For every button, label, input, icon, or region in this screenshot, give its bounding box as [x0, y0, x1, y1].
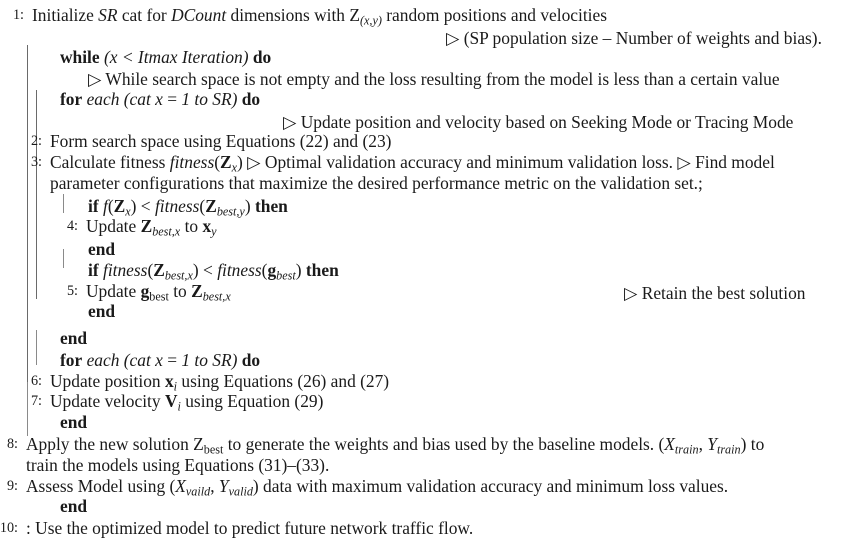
- l9-g-sub: best: [149, 288, 169, 303]
- for-eq-2: =: [162, 349, 182, 370]
- l12-V-sub: i: [177, 399, 181, 414]
- block-rule-level2-for-inner: [36, 330, 37, 365]
- line-2-text: Form search space using Equations (22) and (23): [50, 131, 392, 152]
- block-rule-level3-if-a: [63, 194, 64, 213]
- line-3-continued: parameter configurations that maximize the desired performance metric on the validation set.;: [50, 173, 703, 194]
- keyword-end-4: end: [60, 412, 88, 433]
- keyword-end-3: end: [60, 328, 88, 349]
- keyword-then-1: then: [255, 195, 288, 216]
- l1-subscript-xy: (x,y): [359, 13, 382, 28]
- line-10-text: : Use the optimized model to predict future network traffic flow.: [26, 518, 474, 538]
- line-number-9: 9:: [6, 477, 18, 494]
- for-each-1a: each (cat x: [86, 89, 163, 109]
- l9-Z: Z: [191, 280, 203, 301]
- if2-close2: ): [295, 259, 302, 280]
- line-number-1: 1:: [12, 6, 24, 23]
- l5-inline-comment: ▷ Optimal validation accuracy and minimum validation loss. ▷ Find model: [242, 152, 775, 173]
- l13-Y-sub: train: [716, 442, 741, 457]
- if1-Z: Z: [113, 195, 126, 216]
- line-number-6: 6:: [30, 372, 42, 389]
- if1-lt: <: [136, 195, 155, 216]
- l14-post: ) data with maximum validation accuracy and minimum loss values.: [252, 475, 729, 496]
- comment-retain-best-solution: ▷ Retain the best solution: [624, 282, 806, 303]
- keyword-then-2: then: [305, 259, 339, 280]
- if1-open2: (: [199, 195, 206, 216]
- line-4-text: [86, 218, 217, 238]
- keyword-do-2: do: [241, 89, 261, 109]
- l14-comma: ,: [210, 475, 219, 496]
- if2-Z: Z: [153, 259, 165, 280]
- line-number-8: 8:: [6, 435, 18, 452]
- line-number-5: 5:: [66, 282, 78, 299]
- l7-Z-sub: best,x: [152, 224, 181, 239]
- l5-fitness-fn: fitness: [169, 152, 215, 173]
- l12-pre: Update velocity: [50, 391, 165, 412]
- l1-pre: Initialize: [32, 4, 99, 25]
- l13-comma: ,: [698, 433, 708, 454]
- l11-x-sub: i: [173, 379, 178, 394]
- if2-close1: ): [192, 259, 199, 280]
- if1-Z2-sub: best,y: [216, 204, 245, 218]
- block-rule-outer-while: [27, 45, 28, 382]
- l9-pre: Update: [86, 280, 141, 301]
- l12-post: using Equation (29): [180, 391, 324, 412]
- for-statement-2: [60, 349, 261, 370]
- l9-g: g: [140, 280, 150, 301]
- l7-pre: Update: [86, 216, 141, 237]
- if-statement-1: [88, 195, 288, 218]
- line-7-text: [50, 393, 323, 413]
- l13-Z-sub: best: [203, 442, 224, 457]
- line-6-text: [50, 370, 390, 394]
- l1-post: random positions and velocities: [381, 4, 607, 25]
- l9-Z-sub: best,x: [202, 288, 231, 303]
- l1-mid2: dimensions with Z: [226, 4, 360, 25]
- l1-var-sr: SR: [98, 4, 118, 25]
- keyword-do-3: do: [241, 349, 261, 370]
- if1-fitness: fitness: [154, 195, 200, 216]
- if1-Z-sub: x: [125, 204, 131, 218]
- l14-Y-sub: valid: [228, 483, 253, 498]
- keyword-do-1: do: [252, 46, 272, 67]
- if1-f: f: [102, 195, 108, 216]
- keyword-while: while: [60, 46, 100, 67]
- line-number-2: 2:: [30, 133, 42, 150]
- keyword-if-1: if: [88, 195, 99, 216]
- l1-mid1: cat for: [117, 4, 172, 25]
- l13-mid: to generate the weights and bias used by the baseline models. (: [223, 433, 665, 454]
- line-8-continued: train the models using Equations (31)–(33).: [26, 454, 330, 475]
- keyword-end-1: end: [88, 238, 116, 259]
- if2-g: g: [267, 259, 277, 280]
- for-each-1b: 1 to SR): [181, 89, 238, 109]
- l7-x: x: [202, 216, 212, 237]
- l14-Y: Y: [218, 475, 229, 496]
- keyword-for-1: for: [60, 89, 83, 109]
- l5-open: (: [214, 152, 221, 173]
- block-rule-level3-if-b: [63, 249, 64, 268]
- l14-X: X: [175, 475, 186, 496]
- l13-pre: Apply the new solution Z: [26, 433, 204, 454]
- for-statement-1: [60, 91, 260, 108]
- l14-X-sub: vaild: [185, 483, 211, 498]
- l5-Z-sub: x: [231, 160, 238, 175]
- l13-post: ) to: [740, 433, 765, 454]
- l7-x-sub: y: [211, 224, 217, 239]
- for-each-2b: 1 to SR): [181, 349, 238, 370]
- l5-close: ): [237, 152, 243, 173]
- l13-X: X: [664, 433, 675, 454]
- l12-V: V: [164, 391, 178, 412]
- line-number-4: 4:: [66, 218, 78, 235]
- for-eq-1: =: [162, 89, 182, 109]
- keyword-end-5: end: [60, 496, 88, 517]
- l14-pre: Assess Model using (: [26, 475, 176, 496]
- l1-var-dcount: DCount: [171, 4, 227, 25]
- if2-g-sub: best: [276, 268, 296, 283]
- l5-Z: Z: [220, 152, 232, 173]
- if2-fitness1: fitness: [102, 259, 148, 280]
- if1-close2: ): [244, 195, 251, 216]
- if1-Z2: Z: [205, 195, 217, 216]
- for-each-2a: each (cat x: [86, 349, 163, 370]
- comment-search-space: ▷ While search space is not empty and the loss resulting from the model is less than a certain value: [88, 69, 780, 90]
- line-number-10: 10:: [0, 520, 18, 536]
- if2-lt: <: [198, 259, 218, 280]
- line-5-text: [86, 280, 231, 303]
- l13-X-sub: train: [674, 442, 699, 457]
- while-condition: (x < Itmax Iteration): [103, 46, 249, 67]
- l13-Y: Y: [707, 433, 717, 454]
- while-statement: [60, 46, 272, 67]
- keyword-for-2: for: [60, 349, 83, 370]
- l5-pre: Calculate fitness: [50, 152, 170, 173]
- if2-open2: (: [261, 259, 268, 280]
- keyword-if-2: if: [88, 259, 99, 280]
- comment-update-position-velocity: ▷ Update position and velocity based on Seeking Mode or Tracing Mode: [283, 111, 794, 132]
- line-number-7: 7:: [30, 393, 42, 410]
- if2-fitness2: fitness: [217, 259, 262, 280]
- line-9-text: [26, 475, 729, 498]
- l11-x: x: [164, 370, 174, 391]
- line-3-text: [50, 154, 775, 174]
- l9-mid: to: [168, 280, 192, 301]
- comment-sp-population: ▷ (SP population size – Number of weights and bias).: [446, 27, 822, 48]
- if-statement-2: [88, 259, 339, 283]
- if1-close1: ): [130, 195, 137, 216]
- l7-Z: Z: [140, 216, 153, 237]
- l7-mid: to: [180, 216, 203, 237]
- if2-Z-sub: best,x: [164, 268, 193, 283]
- if1-open1: (: [107, 195, 114, 216]
- line-number-3: 3:: [30, 154, 42, 171]
- line-1-text: [32, 4, 607, 28]
- l11-pre: Update position: [50, 370, 165, 391]
- line-8-text: [26, 433, 765, 457]
- if2-open1: (: [147, 259, 154, 280]
- l11-post: using Equations (26) and (27): [177, 370, 390, 391]
- keyword-end-2: end: [88, 301, 116, 322]
- block-rule-level2-for: [36, 90, 37, 299]
